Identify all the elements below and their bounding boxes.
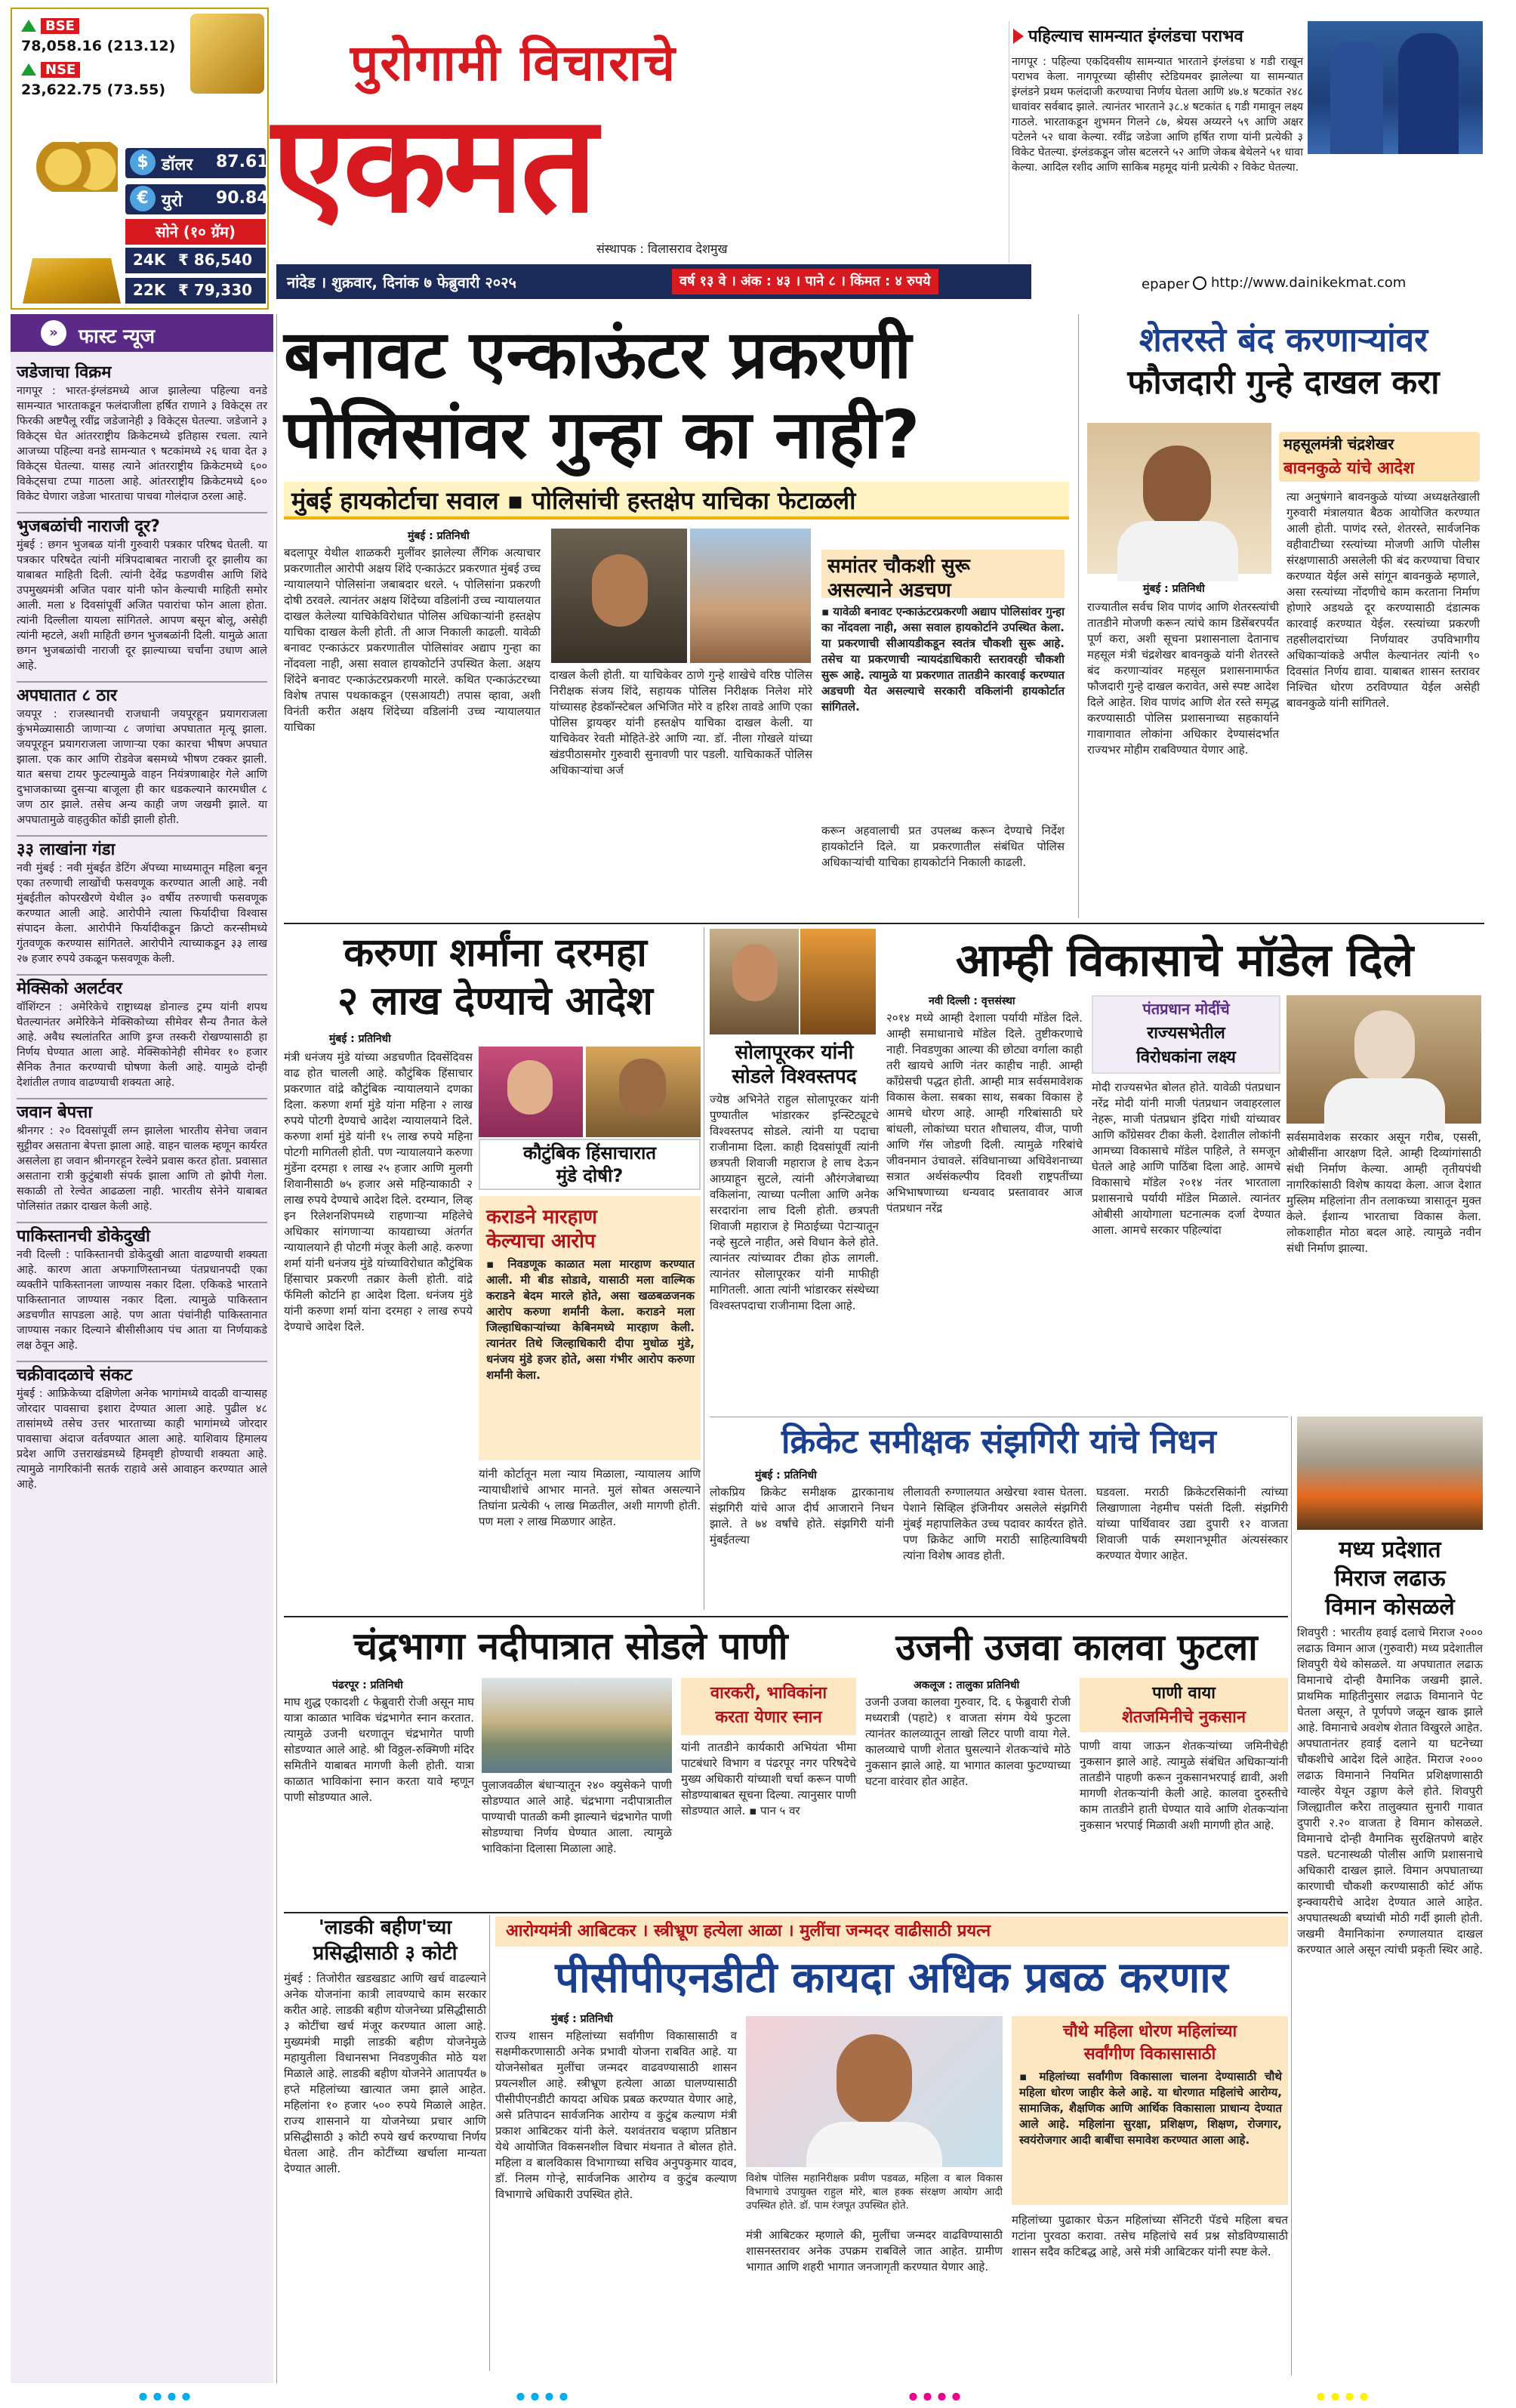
fast-news-item-body: नवी मुंबई : नवी मुंबईत डेटिंग ॲपच्या माध्यमातून महिला बनून एका तरुणाची लाखोंची फसवणूक करण्यात आली आहे. नवी मुंबईतील कोपरखैरणे येथील ३० वर्षीय तरुणाची फसवणूक करण्यात आली आहे. आरोपीने त्याला फिर्यादीचा विश्वास संपादन केला. आरोपीने फिर्यादीकडून क्रिप्टो करन्सीमध्ये गुंतवणूक करण्यास सांगितले. आरोपीने त्याच्याकडून ३३ लाख २७ हजार रुपये उकळून फसवणूक केली. [17, 862, 267, 965]
pcpndt-caption: विशेष पोलिस महानिरीक्षक प्रवीण पडवळ, महिला व बाल विकास विभागाचे उपायुक्त राहुल मोरे, बाल हक्क संरक्षण आयोग आदी उपस्थित होते. डॉ. पाम रंजपूत उपस्थित होते. [746, 2172, 1003, 2212]
bull-icon [190, 14, 264, 94]
lead-col-3: करून अहवालाची प्रत उपलब्ध करून देण्याचे निर्देश हायकोर्टाने दिले. या प्रकरणातील संबंधित पोलिस अधिकाऱ्यांची याचिका हायकोर्टाने निकाली काढली. [821, 824, 1065, 869]
mirage-headline-2: मिराज लढाऊ [1334, 1565, 1446, 1592]
shivaji-statue-photo [800, 929, 876, 1034]
ujani-col-1: उजनी उजवा कालवा गुरुवार, दि. ६ फेब्रुवारी रोजी मध्यरात्री (पहाटे) १ वाजता संगम येथे फुटला त्यानंतर कालव्यातून लाखो लिटर पाणी वाया गेले. कालव्याचे पाणी शेतात घुसल्याने शेतकऱ्यांचे मोठे नुकसान झाले आहे. या भागात कालवा फुटण्याच्या घटना वारंवार होत आहेत. [865, 1695, 1071, 1788]
divider [284, 1616, 1288, 1617]
dollar-label: डॉलर [162, 156, 193, 174]
pcpndt-col-3: महिलांच्या पुढाकार घेऊन महिलांच्या सॅनिटरी पॅडचे महिला बचत गटांना पुरवठा करावा. तसेच महिलांचे सर्व प्रश्न सोडविण्यासाठी शासन सदैव कटिबद्ध आहे, असे मंत्री आबिटकर यांनी स्पष्ट केले. [1012, 2213, 1288, 2258]
bawankule-col-1: राज्यातील सर्वच शिव पाणंद आणि शेतरस्त्यांची तातडीने मोजणी करून त्यांचे काम डिसेंबरपर्यंत पूर्ण करा, अशी सूचना प्रशासनाला देतानाच महसूल मंत्री चंद्रशेखर बावनकुळे यांनी शेतरस्ते बंद करणाऱ्यांवर महसूल प्रशासनामार्फत फौजदारी गुन्हे दाखल करावेत, असे स्पष्ट आदेश दिले आहेत. शिव पाणंद आणि शेत रस्ते समृद्ध करण्यासाठी पोलिस प्रशासनाच्या सहकार्याने गावागावात लोकांना अधिकार देण्यासंदर्भात राज्यभर मोहीम राबविण्यात येणार आहे. [1087, 600, 1279, 757]
chandrabhaga-sub-title-1: वारकरी, भाविकांना [710, 1684, 827, 1703]
karuna-photo [479, 1047, 583, 1137]
website-link[interactable]: http://www.dainikekmat.com [1211, 275, 1407, 291]
fast-news-item-title: जडेजाचा विक्रम [17, 363, 112, 382]
fast-news-item [17, 681, 267, 828]
bse-value: 78,058.16 (213.12) [21, 38, 176, 54]
gold-24-value: ₹ 86,540 [178, 251, 253, 269]
mirage-body: शिवपुरी : भारतीय हवाई दलाचे मिराज २००० लढाऊ विमान आज (गुरुवारी) मध्य प्रदेशातील शिवपुरी येथे कोसळले. या अपघातात लढाऊ विमानाचे दोन्ही वैमानिक जखमी झाले. प्राथमिक माहितीनुसार लढाऊ विमानाने पेट घेतला असून, ते पूर्णपणे जळून खाक झाले आहे. विमानाचे अवशेष शेतात विखुरले आहेत. अपघातानंतर हवाई दलाने या घटनेच्या चौकशीचे आदेश दिले आहेत. मिराज २००० लढाऊ विमानाने नियमित प्रशिक्षणासाठी ग्वाल्हेर येथून उड्डाण केले होते. शिवपुरी जिल्ह्यातील करैरा तालुक्यात सुनारी गावात दुपारी २.२० वाजता हे विमान कोसळले. विमानाचे दोन्ही वैमानिक सुरक्षितपणे बाहेर पडले. घटनास्थळी पोलीस आणि प्रशासनाचे अधिकारी दाखल झाले. विमान अपघाताच्या कारणाची चौकशी करण्यासाठी कोर्ट ऑफ इन्क्वायरीचे आदेश देण्यात आले आहेत. अपघातस्थळी बघ्यांची मोठी गर्दी झाली होती. जखमी वैमानिकांना रुग्णालयात दाखल करण्यात आले असून त्यांची प्रकृती स्थिर आहे. [1297, 1626, 1483, 1956]
lead-sidebar-title-2: असल्याने अडचण [827, 579, 951, 602]
mirage-headline-3: विमान कोसळले [1325, 1594, 1455, 1620]
fast-news-item-body: मुंबई : छगन भुजबळ यांनी गुरुवारी पत्रकार परिषद घेतली. या पत्रकार परिषदेत त्यांनी मंत्रिपदाबाबत नाराजी दूर झालीय का याबाबत माहिती दिली. त्यांनी देवेंद्र फडणवीस आणि शिंदे उपमुख्यमंत्री अजित पवार यांनी फोन केल्याची माहिती समोर आली. मला ४ दिवसांपूर्वी अजित पवारांचा फोन आला होता. त्यांनी दिल्लीला यायला सांगितले. आपण बसून बोलू, असेही त्यांनी म्हटले, अशी माहिती छगन भुजबळांनी दिली. यामुळे आता छगन भुजबळांची नाराजी दूर झाल्याच्या चर्चांना उधाण आले आहे. [17, 539, 267, 672]
fast-news-item-title: भुजबळांची नाराजी दूर? [17, 512, 267, 538]
face-shape [507, 1060, 553, 1115]
gold-title: सोने (१० ग्रॅम) [125, 219, 266, 245]
pcpndt-kicker: आरोग्यमंत्री आबिटकर । स्त्रीभ्रूण हत्येला आळा । मुलींचा जन्मदर वाढीसाठी प्रयत्न [495, 1916, 1288, 1947]
modi-col-2: मोदी राज्यसभेत बोलत होते. यावेळी पंतप्रधान नरेंद्र मोदी यांनी माजी पंतप्रधान जवाहरलाल नेहरू, माजी पंतप्रधान इंदिरा गांधी यांच्यावर आणि काँग्रेसवर टीका केली. देशातील लोकांनी आमच्या विकासाचे मॉडेल पाहिले, ते समजून घेतले आहे आणि पाठिंबा दिला आहे. आमचे विकासाचे मॉडेल २०१४ नंतर भारताला प्रशासनाचे पर्यायी मॉडेल मिळाले. त्यानंतर ओबीसी आयोगाला घटनात्मक दर्जा देण्यात आला. आमचे सरकार पहिल्यांदा [1092, 1081, 1280, 1237]
nse-up-icon [21, 63, 36, 76]
karuna-byline: मुंबई : प्रतिनिधी [329, 1033, 391, 1045]
jacket-shape [1117, 521, 1238, 581]
fast-news-item-body: जयपूर : राजस्थानची राजधानी जयपूरहून प्रयागराजला कुंभमेळ्यासाठी जाणाऱ्या ८ जणांचा अपघातात मृत्यू झाला. जयपूरहून प्रयागराजला जाणाऱ्या एका कारचा भीषण अपघात झाला. एक कार आणि रोडवेज बसमध्ये भीषण टक्कर झाली. यात बसचा टायर फुटल्यामुळे वाहन नियंत्रणाबाहेर गेले आणि दुभाजकाच्या दुसऱ्या बाजूला ही कार धडकल्याने कारमधील ८ जण ठार झाले. तसेच अन्य काही जण जखमी झाले. या अपघातामुळे वाहतुकीत कोंडी झाली होती. [17, 708, 267, 826]
gold-22-label: 22K [133, 281, 166, 299]
bse-label: BSE [41, 18, 79, 34]
fast-news-title: फास्ट न्यूज [79, 325, 156, 348]
gold-24-label: 24K [133, 251, 166, 269]
high-court-photo [690, 529, 811, 663]
chandrabhaga-col-1: माघ शुद्ध एकादशी ८ फेब्रुवारी रोजी असून माघ यात्रा काळात भाविक चंद्रभागेत स्नान करतात. त्यामुळे उजनी धरणातून चंद्रभागेत पाणी सोडण्यात आले आहे. श्री विठ्ठल-रुक्मिणी मंदिर समितीने याबाबत मागणी केली होती. यात्रा काळात भाविकांना स्नान करता यावे म्हणून पाणी सोडण्यात आले. [284, 1695, 474, 1804]
fast-news-item-title: मेक्सिको अलर्टवर [17, 974, 267, 1000]
bawankule-byline: मुंबई : प्रतिनिधी [1143, 583, 1205, 595]
top-story-body: नागपूर : पहिल्या एकदिवसीय सामन्यात भारताने इंग्लंडचा ४ गडी राखून पराभव केला. नागपूरच्या व्हीसीए स्टेडियमवर झालेल्या या सामन्यात इंग्लंडने प्रथम फलंदाजी करण्याचा निर्णय घेतला आणि ४७.४ षटकांत २४८ धावांवर सर्वबाद झाले. त्यानंतर भारताने ३८.४ षटकांत ६ गडी गमावून लक्ष्य गाठले. भारताकडून शुभमन गिलने ८७, श्रेयस अय्यरने ५९ आणि अक्षर पटेलने ५२ धावा केल्या. रवींद्र जडेजा आणि हर्षित राणा यांनी प्रत्येकी ३ विकेट घेतल्या. इंग्लंडकडून जोस बटलरने ५२ आणि जेकब बेथेलने ५१ धावा केल्या. आदिल रशीद आणि साकिब महमूद यांनी प्रत्येकी २ विकेट घेतल्या. [1012, 56, 1303, 174]
pcpndt-sub-body: ▪ महिलांच्या सर्वांगीण विकासाला चालना देण्यासाठी चौथे महिला धोरण जाहीर केले आहे. या धोरणात महिलांचे आरोग्य, सामाजिक, शैक्षणिक आणि आर्थिक विकासाला प्राधान्य देण्यात आले आहे. महिलांना सुरक्षा, प्रशिक्षण, शिक्षण, रोजगार, स्वयंरोजगार आदी बाबींचा समावेश करण्यात आला आहे. [1019, 2070, 1282, 2147]
lead-headline-1: बनावट एन्काऊंटर प्रकरणी [284, 316, 912, 393]
modi-col-1: २०१४ मध्ये आम्ही देशाला पर्यायी मॉडेल दिले. आम्ही समाधानाचे मॉडेल दिले. तुष्टीकरणाचे नाही. निवडणुका आल्या की छोट्या वर्गाला काही तरी खायचे आणि नंतर काहीच नाही. आम्ही काँग्रेसची पद्धत होती. आम्ही मात्र सर्वसमावेशक विकास केला. सबका साथ, सबका विकास हे आमचे धोरण आहे. आम्ही गरिबांसाठी घरे बांधली, लोकांच्या घरात शौचालय, वीज, पाणी आणि गॅस जोडणी दिली. त्यामुळे गरिबांचे जीवनमान उंचावले. संविधानाच्या अधिवेशनाच्या सत्रात अर्थसंकल्पीय दिवशी राष्ट्रपतींच्या अभिभाषणाच्या धन्यवाद प्रस्तावावर आज पंतप्रधान नरेंद्र [886, 1011, 1083, 1215]
lead-col-1: बदलापूर येथील शाळकरी मुलींवर झालेल्या लैंगिक अत्याचार प्रकरणातील आरोपी अक्षय शिंदे एन्काऊंटर प्रकरणात मुंबई उच्च न्यायालयाने पोलिसांना जबाबदार धरले. ५ पोलिसांना प्रकरणी दोषी ठरवले. त्यानंतर अक्षय शिंदेच्या वडिलांनी उच्च न्यायालयात दाखल केलेल्या याचिकेविरोधात पोलिस अधिकाऱ्यांनी हस्तक्षेप याचिका दाखल केली होती. ती आज निकाली काढली. यावेळी बनावट एन्काऊंटर प्रकरणातील पोलिसांवर अद्याप गुन्हा का नोंदवला नाही, असा सवाल हायकोर्टाने उपस्थित केला. अक्षय शिंदेने बनावट एन्काऊंटरप्रकरणी मारले. कथित एन्काऊंटरच्या विशेष तपास पथकाकडून (एसआयटी) तपास व्हावा, अशी विनंती करीत अक्षय शिंदेच्या वडिलांनी उच्च न्यायालयात याचिका [284, 546, 541, 734]
lead-sidebar-body: ▪ यावेळी बनावट एन्काऊंटरप्रकरणी अद्याप पोलिसांवर गुन्हा का नोंदवला नाही, असा सवाल हायकोर्टाने उपस्थित केला. या प्रकरणाची सीआयडीकडून स्वतंत्र चौकशी सुरू आहे. तसेच या प्रकरणाची न्यायदंडाधिकारी स्तरावरही चौकशी सुरू आहे. त्यामुळे या प्रकरणात तातडीने कारवाई करण्यात अडचणी येत असल्याचे सरकारी वकिलांनी हायकोर्टात सांगितले. [821, 605, 1065, 714]
ladki-body: मुंबई : तिजोरीत खडखडाट आणि खर्च वाढल्याने अनेक योजनांना कात्री लावण्याचे काम सरकार करीत आहे. लाडकी बहीण योजनेच्या प्रसिद्धीसाठी ३ कोटींचा खर्च मंजूर करण्यात आला आहे. मुख्यमंत्री माझी लाडकी बहीण योजनेमुळे महायुतीला विधानसभा निवडणुकीत मोठे यश मिळाले आहे. लाडकी बहीण योजनेने आतापर्यंत ७ हप्ते महिलांच्या खात्यात जमा झाले आहेत. महिलांना १० हजार ५०० रुपये मिळाले आहेत. राज्य शासनाने या योजनेच्या प्रचार आणि प्रसिद्धीसाठी ३ कोटी रुपये खर्च करण्याचा निर्णय घेतला आहे. तीन कोटींच्या खर्चाला मान्यता देण्यात आली. [284, 1972, 486, 2175]
ujani-badge-2: शेतजमिनीचे नुकसान [1121, 1708, 1246, 1727]
epaper-label: epaper [1142, 276, 1190, 292]
divider [284, 1912, 1288, 1913]
chandrabhaga-byline: पंढरपूर : प्रतिनिधी [332, 1679, 403, 1691]
fast-news-item [17, 1222, 267, 1353]
chandrabhaga-headline: चंद्रभागा नदीपात्रात सोडले पाणी [353, 1624, 788, 1668]
modi-byline: नवी दिल्ली : वृत्तसंस्था [929, 995, 1015, 1007]
karuna-body: मंत्री धनंजय मुंडे यांच्या अडचणीत दिवसेंदिवस वाढ होत चालली आहे. कौटुंबिक हिंसाचार प्रकरणात वांद्रे कौटुंबिक न्यायालयाने दणका दिला. करुणा शर्मा मुंडे यांना महिना २ लाख रुपये पोटगी देण्याचे आदेश न्यायालयाने दिले. करुणा शर्मा मुंडे यांनी १५ लाख रुपये महिना पोटगी मागितली होती. पण न्यायालयाने करुणा मुंडेंना दरमहा १ लाख २५ हजार आणि मुलगी शिवानीसाठी ७५ हजार असे महिन्याकाठी २ लाख रुपये देण्याचे आदेश दिले. दरम्यान, लिव्ह इन रिलेशनशिपमध्ये राहणाऱ्या महिलेचे अधिकार सांगणाऱ्या कायद्याच्या अंतर्गत न्यायालयाने ही पोटगी मंजूर केली आहे. करुणा शर्मा यांनी धनंजय मुंडे यांच्याविरोधात कौटुंबिक हिंसाचार प्रकरणी तक्रार केली होती. वांद्रे फॅमिली कोर्टाने हा आदेश दिला. धनंजय मुंडे यांनी करुणा शर्मा यांना दरमहा २ लाख रुपये देण्याचे आदेश दिले. [284, 1050, 473, 1333]
reg-mark [136, 2391, 193, 2403]
pcpndt-col-2: मंत्री आबिटकर म्हणाले की, मुलींचा जन्मदर वाढविण्यासाठी शासनस्तरावर अनेक उपक्रम राबविले जात आहेत. ग्रामीण भागात आणि शहरी भागात जनजागृती करण्यात येणार आहे. [746, 2228, 1003, 2274]
abitkar-photo [746, 2016, 1003, 2167]
fast-news-item-title: अपघातात ८ ठार [17, 681, 267, 707]
sanzgiri-col-3: घडवला. मराठी क्रिकेटरसिकांनी त्यांच्या लिखाणाला नेहमीच पसंती दिली. संझगिरी यांच्या पार्थिवावर उद्या दुपारी १२ वाजता शिवाजी पार्क स्मशानभूमीत अंत्यसंस्कार करण्यात येणार आहेत. [1096, 1485, 1288, 1562]
fast-news-list [17, 359, 267, 2383]
river-photo [482, 1678, 672, 1773]
ujani-byline: अकलूज : तालुका प्रतिनिधी [914, 1679, 1020, 1691]
reg-mark [906, 2391, 963, 2403]
ujani-badge-1: पाणी वाया [1152, 1684, 1216, 1703]
fast-news-item-title: ३३ लाखांना गंडा [17, 835, 267, 861]
fast-news-item-body: वॉशिंग्टन : अमेरिकेचे राष्ट्राध्यक्ष डोनाल्ड ट्रम्प यांनी शपथ घेतल्यानंतर अमेरिकेने मेक्सिकोच्या सीमेवर सैन्य तैनात केले आहे. अवैध स्थलांतरित आणि ड्रग्ज तस्करी रोखण्यासाठी हा निर्णय घेण्यात आला आहे. मेक्सिकोनेही सीमेवर १० हजार सैनिक तैनात करण्याची घोषणा केली आहे. यामुळे दोन्ही देशांतील तणाव वाढण्याची शक्यता आहे. [17, 1001, 267, 1089]
fast-news-item-body: श्रीनगर : २० दिवसांपूर्वी लग्न झालेला भारतीय सेनेचा जवान सुट्टीवर असताना बेपत्ता झाला आहे. वाहन चालक म्हणून कार्यरत असलेला हा जवान श्रीनगरहून रेल्वेने प्रवास करत होता. प्रवासात असताना रात्री कुटुंबाशी संपर्क झाला आणि तो झोपी गेला. सकाळी तो रेल्वेत आढळला नाही. भारतीय सेनेने याबाबत पोलिसांत तक्रार दाखल केली आहे. [17, 1125, 267, 1213]
player-1 [1330, 41, 1383, 154]
column-rule [1291, 1417, 1292, 2376]
masthead-logo: एकमत [272, 86, 595, 242]
euro-value: 90.84 [216, 189, 269, 208]
fast-news-item-body: नवी दिल्ली : पाकिस्तानची डोकेदुखी आता वाढण्याची शक्यता आहे. कारण आता अफगाणिस्तानच्या पंतप्रधानपदी एका व्यक्तीने पाकिस्तानला जाण्यास नकार दिला. एकिकडे भारताने पाकिस्तानात जाण्यास नकार दिला. त्यामुळे पाकिस्तान अडचणीत सापडला आहे. पण आता पंचांनीही पाकिस्तानात जाण्यास नकार दिल्याने बीसीसीआय पंच आता या निर्णयाकडे लक्ष ठेवून आहे. [17, 1249, 267, 1352]
fast-news-icon: » [41, 320, 66, 346]
solapur-body: ज्येष्ठ अभिनेते राहुल सोलापूरकर यांनी पुण्यातील भांडारकर इन्स्टिट्यूटचे विश्वस्तपद सोडले. त्यांनी या पदाचा राजीनामा दिला. काही दिवसांपूर्वी त्यांनी छत्रपती शिवाजी महाराज हे लाच देऊन आग्र्याहून सुटले, त्यांनी औरंगजेबाच्या वकिलांना, त्याच्या पत्नीला आणि अनेक सरदारांना लाच दिली होती. छत्रपती शिवाजी महाराज हे मिठाईच्या पेटाऱ्यातून नव्हे सुटले नाहीत, असे विधान केले होते. त्यानंतर त्यांच्यावर टीका होऊ लागली. त्यानंतर सोलापूरकर यांनी माफीही मागितली. आता त्यांनी भांडारकर संस्थेच्या विश्वस्तपदाचा राजीनामा दिला आहे. [710, 1093, 879, 1312]
fast-news-item-body: मुंबई : आफ्रिकेच्या दक्षिणेला अनेक भागांमध्ये वादळी वाऱ्यासह जोरदार पावसाचा इशारा देण्यात आला आहे. पुढील ४८ तासांमध्ये तसेच उत्तर भारताच्या काही भागांमध्ये जोरदार पावसाचा अंदाज वर्तवण्यात आला आहे. याशिवाय हिमालय प्रदेश आणि उत्तराखंडमध्ये हिमवृष्टी होण्याची शक्यता आहे. त्यामुळे नागरिकांनी सतर्क राहावे असे आवाहन करण्यात आले आहे. [17, 1388, 267, 1491]
karuna-sub-body: ▪ निवडणूक काळात मला मारहाण करण्यात आली. मी बीड सोडावे, यासाठी मला वाल्मिक कराडने बेदम मारले होते, असा खळबळजनक आरोप करुणा शर्मांनी केला. कराडने मला जिल्हाधिकाऱ्यांच्या केबिनमध्ये मारहाण केली. त्यानंतर तिथे जिल्हाधिकारी दीपा मुधोळ मुंडे, धनंजय मुंडे हजर होते, असा गंभीर आरोप करुणा शर्मांनी केला. [486, 1257, 695, 1382]
fast-news-item-title: चक्रीवादळाचे संकट [17, 1361, 267, 1386]
karuna-headline-1: करुणा शर्मांना दरमहा [344, 930, 647, 976]
column-rule [489, 1915, 490, 2371]
fast-news-item [17, 974, 267, 1090]
bawankule-headline-1: शेतरस्ते बंद करणाऱ्यांवर [1139, 321, 1428, 359]
divider [284, 923, 1484, 924]
lead-sidebar-title-1: समांतर चौकशी सुरू [827, 555, 970, 578]
solapur-headline-2: सोडले विश्वस्तपद [732, 1065, 857, 1088]
modi-photo [1286, 995, 1481, 1124]
pcpndt-byline: मुंबई : प्रतिनिधी [551, 2013, 613, 2025]
masthead-tagline: पुरोगामी विचाराचे [350, 34, 677, 92]
karuna-caption-1: कौटुंबिक हिंसाचारात [522, 1142, 657, 1164]
fast-news-item [17, 512, 267, 674]
pcpndt-sub-title-2: सर्वांगीण विकासासाठी [1083, 2045, 1216, 2064]
player-2 [1398, 33, 1459, 154]
fast-news-item-title: जवान बेपत्ता [17, 1098, 267, 1124]
lead-col-2: दाखल केली होती. या याचिकेवर ठाणे गुन्हे शाखेचे वरिष्ठ पोलिस निरीक्षक संजय शिंदे, सहायक पोलिस निरीक्षक निलेश मोरे यांच्यासह हेडकॉन्स्टेबल अभिजित मोरे व हरिश तावडे आणि एका पोलिस ड्रायव्हर यांनी हस्तक्षेप याचिका दाखल केली. या याचिकेवर रेवती मोहिते-डेरे आणि न्या. डॉ. नीला गोखले यांच्या खंडपीठासमोर गुरुवारी सुनावणी पार पडली. याचिकाकर्ते पोलिस अधिकाऱ्यांचा अर्ज [550, 668, 812, 777]
gold-bars-icon [23, 228, 121, 304]
face-shape [619, 1059, 666, 1116]
ladki-headline-2: प्रसिद्धीसाठी ३ कोटी [313, 1942, 458, 1965]
accused-photo [551, 529, 687, 663]
fast-news-item [17, 359, 267, 504]
bawankule-col-2: त्या अनुषंगाने बावनकुळे यांच्या अध्यक्षतेखाली गुरुवारी मंत्रालयात बैठक आयोजित करण्यात आली होती. पाणंद रस्ते, शेतरस्ते, सार्वजनिक वहीवाटीच्या रस्त्यांच्या मोजणी आणि पोलीस संरक्षणासाठी असलेली फी बंद करण्याचा विचार करण्यात येईल असे सांगून बावनकुळे म्हणाले, असा रस्त्यांच्या नोंदणीचे काम करताना निर्माण होणारे अडथळे दूर करण्यासाठी दंडात्मक कारवाई करण्यात येईल. रस्त्यांच्या प्रकरणी तहसीलदारांच्या निर्णयावर उपविभागीय अधिकाऱ्यांकडे अपील केल्यानंतर त्यांनी ९० दिवसांत निर्णय द्यावा. याबाबत शासन स्तरावर निश्चित धोरण ठरविण्यात येईल असेही बावनकुळे यांनी सांगितले. [1286, 490, 1480, 710]
lead-byline: मुंबई : प्रतिनिधी [408, 530, 470, 542]
solapur-headline-1: सोलापूरकर यांनी [735, 1041, 854, 1064]
bawankule-photo [1087, 423, 1271, 574]
bawankule-badge-2: बावनकुळे यांचे आदेश [1283, 459, 1415, 478]
euro-icon: € [130, 186, 156, 211]
column-rule [1078, 314, 1079, 918]
sanzgiri-headline: क्रिकेट समीक्षक संझगिरी यांचे निधन [781, 1423, 1216, 1461]
karuna-sub-title-1: कराडने मारहाण [486, 1206, 597, 1229]
jacket-shape [806, 2122, 942, 2167]
fast-news-item-body: नागपूर : भारत-इंग्लंडमध्ये आज झालेल्या पहिल्या वनडे सामन्यात भारताकडून फलंदाजीला हर्षित राणाने ३ विकेट्स तर फिरकी अष्टपैलू रवींद्र जडेजानेही ३ विकेट्स घेतल्या. जडेजाने ३ विकेट्स घेत आंतरराष्ट्रीय क्रिकेटमध्ये इतिहास रचला. त्याने आजच्या पहिल्या वनडे सामन्यात ९ षटकांमध्ये २६ धावा देत ३ विकेट्स घेतल्या. यासह त्याने आंतरराष्ट्रीय क्रिकेटमध्ये ६०० विकेट्सचा टप्पा गाठला आहे. आंतरराष्ट्रीय क्रिकेटमध्ये ६०० विकेट घेणारा जडेजा भारताचा पाचवा गोलंदाज ठरला आहे. [17, 385, 267, 503]
chandrabhaga-col-2: पुलाजवळील बंधाऱ्यातून २४० क्युसेकने पाणी सोडण्यात आले आहे. चंद्रभागा नदीपात्रातील पाण्याची पातळी कमी झाल्याने चंद्रभागेत पाणी सोडण्याचा निर्णय घेण्यात आला. त्यामुळे भाविकांना दिलासा मिळाला आहे. [482, 1778, 672, 1855]
jacket-shape [1324, 1078, 1445, 1131]
masthead-founder: संस्थापक : विलासराव देशमुख [596, 242, 728, 256]
modi-badge-3: विरोधकांना लक्ष्य [1136, 1048, 1236, 1067]
pcpndt-sub-title-1: चौथे महिला धोरण महिलांच्या [1062, 2022, 1237, 2041]
face-shape [592, 554, 648, 627]
bawankule-badge-1: महसूलमंत्री चंद्रशेखर [1283, 435, 1394, 453]
nse-label: NSE [41, 62, 80, 78]
face-shape [837, 2034, 912, 2125]
ujani-headline: उजनी उजवा कालवा फुटला [895, 1626, 1258, 1669]
mirage-headline-1: मध्य प्रदेशात [1339, 1537, 1441, 1563]
gold-22-value: ₹ 79,330 [178, 281, 253, 299]
solapurkar-photo [710, 929, 799, 1034]
fast-news-item [17, 1098, 267, 1214]
ujani-col-2: पाणी वाया जाऊन शेतकऱ्यांच्या जमिनीचेही नुकसान झाले आहे. त्यामुळे संबंधित अधिकाऱ्यांनी तातडीने पाहणी करून नुकसानभरपाई द्यावी, अशी मागणी शेतकऱ्यांनी केली आहे. कालवा दुरुस्तीचे काम तातडीने हाती घेण्यात यावे आणि शेतकऱ्यांना नुकसान भरपाई मिळावी अशी मागणी होत आहे. [1080, 1739, 1288, 1832]
rupee-coins-icon [27, 142, 118, 192]
dateline: नांदेड । शुक्रवार, दिनांक ७ फेब्रुवारी २०२५ [287, 273, 516, 291]
karuna-tail: यांनी कोर्टातून मला न्याय मिळाला, न्यायालय आणि न्यायाधीशांचे आभार मानते. मुलं सोबत असल्याने तिघांना प्रत्येकी ५ लाख मिळतील, अशी मागणी होती. पण मला २ लाख मिळणार आहेत. [479, 1467, 701, 1528]
sanzgiri-col-2: लीलावती रुग्णालयात अखेरचा श्वास घेतला. पेशाने सिव्हिल इंजिनीयर असलेले संझगिरी मुंबई महापालिकेत उच्च पदावर कार्यरत होते. पण क्रिकेट आणि मराठी साहित्याविषयी त्यांना विशेष आवड होती. [903, 1485, 1087, 1562]
sanzgiri-byline: मुंबई : प्रतिनिधी [755, 1469, 817, 1481]
top-story-title: पहिल्याच सामन्यात इंग्लंडचा पराभव [1028, 27, 1243, 46]
nse-value: 23,622.75 (73.55) [21, 82, 166, 98]
chandrabhaga-sub-title-2: करता येणार स्नान [715, 1708, 822, 1727]
bse-up-icon [21, 20, 36, 32]
karuna-headline-2: २ लाख देण्याचे आदेश [337, 979, 653, 1024]
dollar-value: 87.61 [216, 153, 269, 171]
top-story-body-cont [1012, 160, 1480, 258]
euro-label: युरो [162, 192, 183, 211]
lead-headline-2: पोलिसांवर गुन्हा का नाही? [284, 396, 920, 473]
fast-news-item [17, 1361, 267, 1492]
cricket-photo [1308, 21, 1483, 154]
chandrabhaga-col-3: यांनी तातडीने कार्यकारी अभियंता भीमा पाटबंधारे विभाग व पंढरपूर नगर परिषदेचे मुख्य अधिकारी यांच्याशी चर्चा करून पाणी सोडण्याबाबत सूचना दिल्या. त्यानुसार पाणी सोडण्यात आले. ▪ पान ५ वर [681, 1740, 856, 1818]
face-shape [1143, 446, 1211, 529]
market-box [11, 8, 269, 310]
modi-badge-2: राज्यसभेतील [1147, 1024, 1225, 1043]
reg-mark [513, 2391, 571, 2403]
modi-headline: आम्ही विकासाचे मॉडेल दिले [955, 934, 1414, 987]
ladki-headline-1: 'लाडकी बहीण'च्या [318, 1916, 452, 1939]
mirage-crash-photo [1297, 1417, 1483, 1530]
pcpndt-col-1: राज्य शासन महिलांच्या सर्वांगीण विकासासाठी व सक्षमीकरणासाठी अनेक प्रभावी योजना राबवित आहे. या योजनेसोबत मुलींचा जन्मदर वाढवण्यासाठी शासन प्रयत्नशील आहे. स्त्रीभ्रूण हत्येला आळा घालण्यासाठी पीसीपीएनडीटी कायदा अधिक प्रबळ करण्यात येणार आहे, असे प्रतिपादन सार्वजनिक आरोग्य व कुटुंब कल्याण मंत्री प्रकाश आबिटकर यांनी केले. यशवंतराव चव्हाण प्रतिष्ठान येथे आयोजित विकसनशील विचार मंथनात ते बोलत होते. महिला व बालविकास विभागाच्या सचिव अनुपकुमार यादव, डॉ. निलम गोऱ्हे, सार्वजनिक आरोग्य व कुटुंब कल्याण विभागाचे अधिकारी उपस्थित होते. [495, 2029, 737, 2201]
lead-kicker: मुंबई हायकोर्टाचा सवाल ▪ पोलिसांची हस्तक्षेप याचिका फेटाळली [284, 482, 1069, 520]
color-registration-marks [0, 2389, 1516, 2404]
modi-col-3: सर्वसमावेशक सरकार असून गरीब, एससी, ओबीसींना आरक्षण दिले. आम्ही दिव्यांगांसाठी संधी निर्माण केल्या. आम्ही तृतीयपंथी नागरिकांसाठी विशेष कायदा केला. आज देशात मुस्लिम महिलांना तीन तलाकच्या त्रासातून मुक्त केले. ईशान्य भारताचा विकास केला. लोकशाहीत मोठा बदल आहे. त्यामुळे नवीन संधी निर्माण झाल्या. [1286, 1130, 1481, 1255]
bawankule-headline-2: फौजदारी गुन्हे दाखल करा [1127, 363, 1440, 402]
pcpndt-headline: पीसीपीएनडीटी कायदा अधिक प्रबळ करणार [555, 1953, 1228, 2003]
top-story-arrow-icon [1013, 29, 1024, 44]
column-rule [276, 314, 277, 2383]
karuna-sub-title-2: केल्याचा आरोप [486, 1230, 596, 1253]
sanzgiri-col-1: लोकप्रिय क्रिकेट समीक्षक द्वारकानाथ संझगिरी यांचे आज दीर्घ आजाराने निधन झाले. ते ७४ वर्षांचे होते. संझगिरी यांनी मुंबईतल्या [710, 1485, 894, 1546]
munde-photo [586, 1047, 701, 1137]
face-shape [732, 944, 778, 1001]
globe-icon [1193, 276, 1206, 290]
fast-news-item [17, 835, 267, 967]
issue-info: वर्ष १३ वे । अंक : ४३ । पाने ८ । किंमत : ४ रुपये [672, 269, 938, 294]
reg-mark [1314, 2391, 1371, 2403]
modi-badge-1: पंतप्रधान मोदींचे [1142, 1000, 1230, 1018]
face-shape [1354, 1010, 1415, 1083]
dollar-icon: $ [130, 150, 156, 175]
karuna-caption-2: मुंडे दोषी? [556, 1165, 624, 1186]
fast-news-item-title: पाकिस्तानची डोकेदुखी [17, 1222, 267, 1247]
